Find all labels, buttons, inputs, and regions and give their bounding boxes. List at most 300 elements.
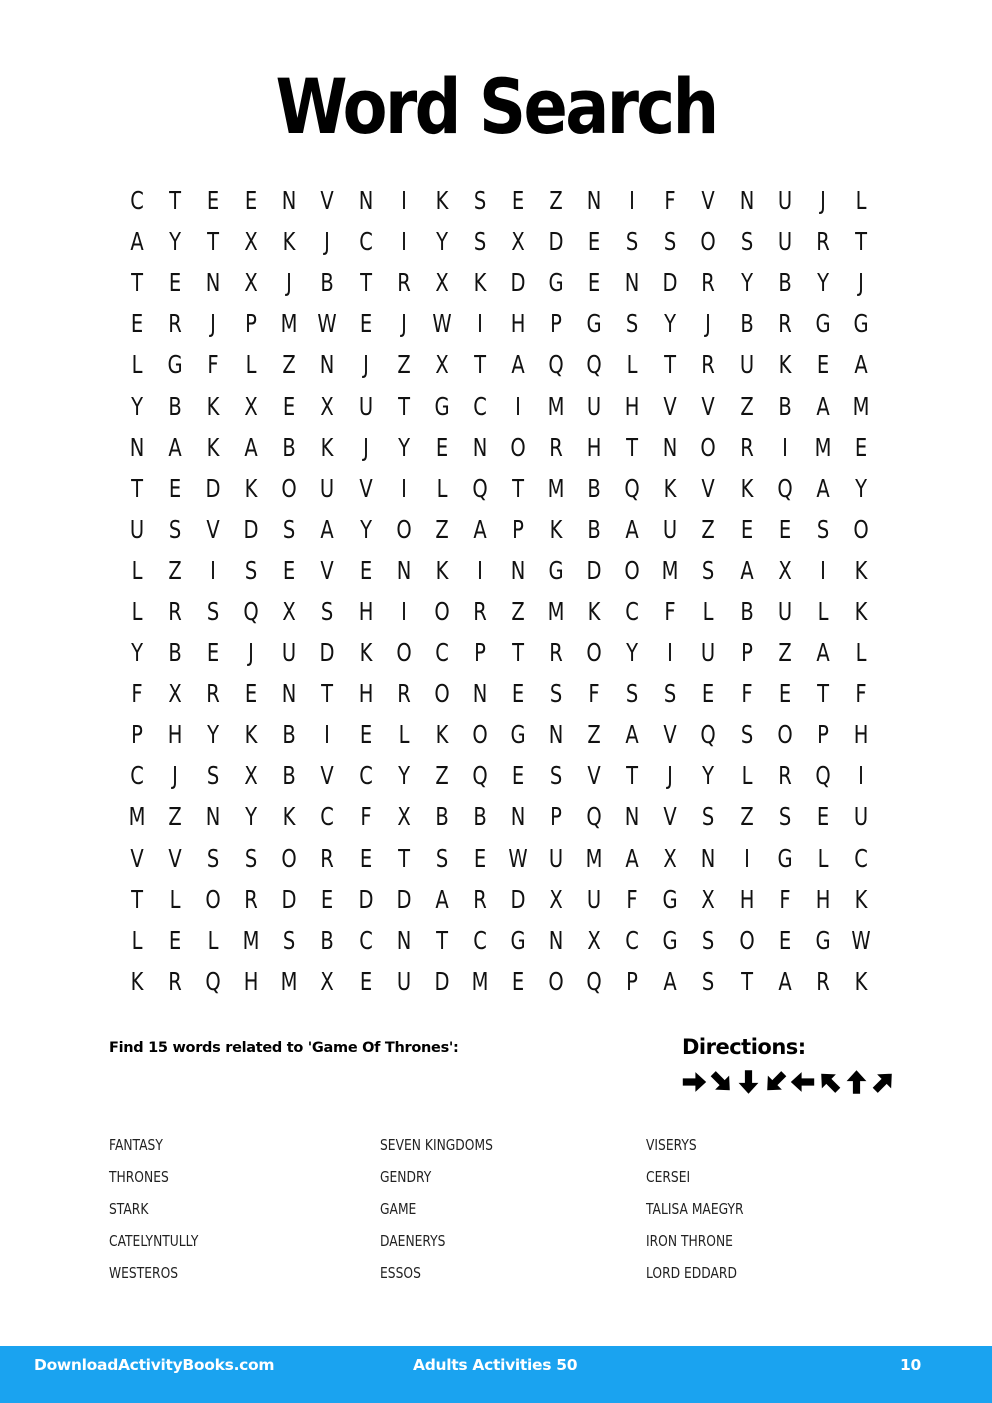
grid-letter: E (359, 555, 372, 585)
grid-letter: Z (587, 720, 601, 750)
footer-book-title: Adults Activities 50 (413, 1356, 578, 1374)
grid-letter: V (663, 720, 678, 750)
grid-letter: I (400, 227, 407, 257)
grid-letter: J (286, 268, 293, 298)
grid-letter: D (548, 227, 564, 257)
grid-letter: V (701, 186, 716, 216)
grid-letter: I (477, 309, 483, 339)
grid-letter: M (471, 966, 489, 996)
grid-letter: Y (169, 227, 182, 257)
grid-letter: M (547, 473, 565, 503)
grid-letter: C (434, 638, 449, 668)
grid-letter: X (701, 884, 716, 914)
grid-letter: S (740, 720, 753, 750)
grid-letter: X (320, 391, 335, 421)
grid-letter: N (586, 186, 602, 216)
grid-letter: T (664, 350, 677, 380)
grid-letter: S (702, 966, 715, 996)
grid-letter: K (740, 473, 753, 503)
grid-letter: R (168, 309, 182, 339)
grid-letter: A (777, 966, 792, 996)
arrow-up-left-icon (816, 1067, 843, 1097)
grid-letter: B (587, 473, 601, 503)
grid-letter: E (130, 309, 144, 339)
grid-letter: H (510, 309, 526, 339)
grid-letter: B (282, 761, 297, 791)
grid-letter: I (743, 843, 750, 873)
arrow-left-icon (789, 1067, 816, 1097)
grid-letter: E (168, 925, 182, 955)
grid-letter: A (130, 227, 144, 257)
grid-letter: G (510, 925, 526, 955)
grid-letter: H (815, 884, 831, 914)
grid-letter: L (131, 555, 143, 585)
grid-letter: R (701, 350, 716, 380)
grid-letter: C (130, 761, 144, 791)
arrow-down-right-icon (708, 1067, 735, 1097)
grid-letter: Y (131, 391, 144, 421)
grid-letter: S (283, 514, 296, 544)
grid-letter: R (777, 761, 792, 791)
grid-letter: R (320, 843, 335, 873)
grid-letter: V (587, 761, 601, 791)
grid-letter: H (739, 884, 754, 914)
grid-letter: N (320, 350, 335, 380)
grid-letter: U (701, 638, 716, 668)
grid-letter: L (398, 720, 410, 750)
grid-letter: N (472, 432, 488, 462)
grid-letter: G (777, 843, 793, 873)
grid-letter: S (626, 309, 639, 339)
grid-letter: S (283, 925, 296, 955)
grid-letter: L (131, 925, 143, 955)
grid-letter: U (777, 596, 792, 626)
grid-letter: E (778, 925, 791, 955)
grid-letter: E (321, 884, 334, 914)
grid-letter: Z (511, 596, 525, 626)
grid-letter: A (511, 350, 525, 380)
grid-letter: I (324, 720, 331, 750)
grid-letter: N (548, 925, 564, 955)
grid-letter: D (510, 884, 526, 914)
grid-letter: U (587, 884, 602, 914)
grid-letter: S (664, 679, 677, 709)
grid-letter: M (547, 391, 565, 421)
grid-letter: F (626, 884, 638, 914)
grid-letter: M (242, 925, 260, 955)
grid-letter: S (207, 843, 220, 873)
grid-letter: T (473, 350, 486, 380)
grid-letter: D (281, 884, 297, 914)
grid-letter: F (131, 679, 143, 709)
grid-letter: Q (548, 350, 564, 380)
grid-letter: Y (664, 309, 677, 339)
grid-letter: P (740, 638, 753, 668)
grid-letter: X (244, 391, 259, 421)
grid-letter: K (435, 720, 449, 750)
grid-letter: E (359, 720, 372, 750)
grid-letter: N (701, 843, 716, 873)
grid-letter: X (511, 227, 525, 257)
grid-letter: N (663, 432, 678, 462)
grid-letter: O (434, 596, 450, 626)
grid-letter: O (472, 720, 488, 750)
grid-letter: A (739, 555, 754, 585)
grid-letter: S (207, 596, 220, 626)
grid-letter: G (853, 309, 869, 339)
grid-letter: O (586, 638, 602, 668)
grid-letter: B (473, 802, 487, 832)
grid-letter: O (624, 555, 640, 585)
grid-letter: Q (700, 720, 717, 750)
grid-letter: R (168, 596, 182, 626)
grid-letter: U (320, 473, 335, 503)
grid-letter: Z (701, 514, 716, 544)
grid-letter: E (473, 843, 487, 873)
grid-letter: G (434, 391, 450, 421)
grid-letter: U (853, 802, 868, 832)
grid-letter: P (550, 802, 562, 832)
arrow-up-right-icon (870, 1067, 897, 1097)
grid-letter: U (739, 350, 754, 380)
grid-letter: B (587, 514, 601, 544)
grid-letter: L (626, 350, 638, 380)
grid-letter: Y (816, 268, 829, 298)
grid-letter: M (281, 309, 298, 339)
grid-letter: T (321, 679, 334, 709)
grid-letter: F (855, 679, 867, 709)
grid-letter: S (473, 227, 487, 257)
grid-letter: Z (282, 350, 297, 380)
grid-letter: Q (205, 966, 221, 996)
grid-letter: K (321, 432, 334, 462)
grid-letter: O (396, 638, 412, 668)
grid-letter: O (396, 514, 412, 544)
grid-letter: X (244, 268, 259, 298)
grid-letter: U (777, 186, 792, 216)
grid-letter: K (244, 473, 258, 503)
grid-letter: I (400, 596, 407, 626)
grid-letter: X (777, 555, 792, 585)
grid-letter: E (702, 679, 715, 709)
grid-letter: E (511, 966, 525, 996)
grid-letter: F (664, 596, 676, 626)
grid-letter: P (816, 720, 829, 750)
directions-arrows (681, 1067, 897, 1097)
grid-letter: A (168, 432, 182, 462)
grid-letter: S (778, 802, 791, 832)
grid-letter: J (667, 761, 674, 791)
grid-letter: Y (207, 720, 220, 750)
grid-letter: R (396, 679, 411, 709)
grid-letter: V (663, 802, 678, 832)
grid-letter: E (816, 802, 829, 832)
grid-letter: P (550, 309, 562, 339)
grid-letter: U (358, 391, 373, 421)
grid-letter: K (283, 227, 296, 257)
grid-letter: M (814, 432, 832, 462)
grid-letter: F (359, 802, 372, 832)
grid-letter: G (662, 925, 678, 955)
grid-letter: D (662, 268, 678, 298)
grid-letter: R (549, 432, 563, 462)
grid-letter: E (245, 186, 258, 216)
grid-letter: I (857, 761, 864, 791)
footer-site: DownloadActivityBooks.com (34, 1356, 275, 1374)
word-item: TALISA MAEGYR (646, 1200, 744, 1218)
grid-letter: N (282, 679, 297, 709)
grid-letter: E (740, 514, 753, 544)
grid-letter: O (281, 843, 298, 873)
grid-letter: K (587, 596, 601, 626)
grid-letter: E (245, 679, 258, 709)
footer-bar (0, 1346, 992, 1403)
grid-letter: S (549, 761, 563, 791)
grid-letter: K (854, 884, 868, 914)
grid-letter: L (855, 638, 867, 668)
grid-letter: U (282, 638, 297, 668)
grid-letter: E (588, 268, 601, 298)
grid-letter: V (320, 186, 335, 216)
grid-letter: T (854, 227, 867, 257)
grid-letter: N (624, 802, 640, 832)
grid-letter: A (244, 432, 258, 462)
grid-letter: C (473, 391, 487, 421)
grid-letter: O (548, 966, 564, 996)
grid-letter: D (358, 884, 374, 914)
grid-letter: P (474, 638, 486, 668)
grid-letter: L (436, 473, 448, 503)
grid-letter: S (702, 925, 715, 955)
grid-letter: Y (854, 473, 867, 503)
grid-letter: C (130, 186, 144, 216)
grid-letter: D (434, 966, 450, 996)
grid-letter: Z (777, 638, 792, 668)
grid-letter: C (625, 925, 640, 955)
footer-page-number: 10 (900, 1356, 921, 1374)
instructions-text: Find 15 words related to 'Game Of Thrones': (109, 1040, 459, 1056)
grid-letter: T (169, 186, 182, 216)
grid-letter: H (167, 720, 183, 750)
grid-letter: H (853, 720, 869, 750)
grid-letter: Y (397, 761, 410, 791)
grid-letter: E (168, 473, 182, 503)
grid-letter: Z (397, 350, 411, 380)
word-item: IRON THRONE (646, 1232, 733, 1250)
grid-letter: Q (472, 761, 488, 791)
grid-letter: M (281, 966, 298, 996)
grid-letter: L (741, 761, 752, 791)
grid-letter: J (172, 761, 179, 791)
grid-letter: T (131, 473, 144, 503)
grid-letter: E (854, 432, 867, 462)
grid-letter: X (397, 802, 411, 832)
grid-letter: W (432, 309, 452, 339)
grid-letter: L (207, 925, 219, 955)
grid-letter: N (282, 186, 297, 216)
grid-letter: L (131, 350, 143, 380)
grid-letter: Z (168, 555, 182, 585)
grid-letter: I (667, 638, 674, 668)
grid-letter: T (207, 227, 220, 257)
grid-letter: A (663, 966, 678, 996)
grid-letter: K (854, 596, 868, 626)
grid-letter: J (362, 432, 369, 462)
grid-letter: H (624, 391, 640, 421)
grid-letter: I (515, 391, 521, 421)
grid-letter: G (167, 350, 183, 380)
grid-letter: N (205, 802, 221, 832)
grid-letter: I (629, 186, 636, 216)
grid-letter: E (588, 227, 601, 257)
grid-letter: N (739, 186, 754, 216)
grid-letter: M (852, 391, 870, 421)
grid-letter: A (625, 514, 639, 544)
grid-letter: F (207, 350, 219, 380)
grid-letter: F (779, 884, 791, 914)
arrow-up-icon (843, 1067, 870, 1097)
grid-letter: P (626, 966, 639, 996)
grid-letter: V (358, 473, 373, 503)
grid-letter: A (854, 350, 868, 380)
grid-letter: Q (586, 350, 602, 380)
grid-letter: L (169, 884, 181, 914)
grid-letter: G (662, 884, 678, 914)
grid-letter: X (320, 966, 335, 996)
grid-letter: J (248, 638, 255, 668)
grid-letter: S (702, 555, 715, 585)
arrow-down-left-icon (762, 1067, 789, 1097)
grid-letter: G (815, 309, 831, 339)
grid-letter: T (512, 473, 524, 503)
grid-letter: N (396, 555, 411, 585)
grid-letter: U (663, 514, 678, 544)
grid-letter: D (319, 638, 336, 668)
grid-letter: R (396, 268, 411, 298)
grid-letter: T (131, 268, 144, 298)
word-item: WESTEROS (109, 1264, 179, 1282)
grid-letter: S (245, 555, 258, 585)
grid-letter: L (131, 596, 143, 626)
grid-letter: S (816, 514, 829, 544)
grid-letter: J (705, 309, 712, 339)
grid-letter: I (781, 432, 788, 462)
grid-letter: Z (435, 761, 449, 791)
grid-letter: N (396, 925, 411, 955)
grid-letter: X (244, 227, 259, 257)
grid-letter: B (739, 596, 754, 626)
grid-letter: X (435, 268, 449, 298)
grid-letter: C (473, 925, 487, 955)
grid-letter: T (512, 638, 524, 668)
grid-letter: A (816, 391, 830, 421)
grid-letter: H (243, 966, 259, 996)
grid-letter: B (435, 802, 449, 832)
grid-letter: Q (472, 473, 488, 503)
grid-letter: K (473, 268, 487, 298)
grid-letter: E (778, 514, 791, 544)
word-item: VISERYS (646, 1136, 697, 1154)
word-item: GENDRY (380, 1168, 432, 1186)
grid-letter: S (473, 186, 487, 216)
grid-letter: N (548, 720, 564, 750)
grid-letter: E (283, 555, 296, 585)
grid-letter: R (815, 227, 830, 257)
grid-letter: U (777, 227, 792, 257)
grid-letter: J (362, 350, 369, 380)
grid-letter: V (206, 514, 220, 544)
grid-letter: V (320, 555, 335, 585)
grid-letter: S (321, 596, 334, 626)
grid-letter: W (317, 309, 338, 339)
word-item: GAME (380, 1200, 417, 1218)
grid-letter: K (206, 432, 220, 462)
grid-letter: O (700, 227, 717, 257)
grid-letter: N (205, 268, 221, 298)
grid-letter: X (282, 596, 297, 626)
grid-letter: C (358, 761, 373, 791)
grid-letter: B (282, 720, 297, 750)
grid-letter: V (701, 473, 716, 503)
grid-letter: S (740, 227, 753, 257)
grid-letter: E (778, 679, 791, 709)
grid-letter: Y (245, 802, 258, 832)
grid-letter: K (435, 555, 449, 585)
grid-letter: S (626, 679, 639, 709)
grid-letter: M (585, 843, 603, 873)
grid-letter: I (400, 473, 407, 503)
grid-letter: A (435, 884, 449, 914)
grid-letter: Z (739, 391, 754, 421)
word-item: CERSEI (646, 1168, 691, 1186)
grid-letter: T (359, 268, 372, 298)
grid-letter: D (205, 473, 221, 503)
grid-letter: S (207, 761, 220, 791)
grid-letter: V (130, 843, 144, 873)
grid-letter: K (244, 720, 258, 750)
grid-letter: D (510, 268, 526, 298)
grid-letter: B (320, 925, 335, 955)
grid-letter: Z (549, 186, 563, 216)
grid-letter: J (210, 309, 217, 339)
grid-letter: W (851, 925, 871, 955)
grid-letter: B (168, 638, 182, 668)
grid-letter: B (320, 268, 335, 298)
word-item: THRONES (109, 1168, 169, 1186)
grid-letter: K (854, 966, 868, 996)
grid-letter: J (324, 227, 331, 257)
grid-letter: I (819, 555, 826, 585)
grid-letter: D (396, 884, 412, 914)
grid-letter: X (244, 761, 259, 791)
grid-letter: P (245, 309, 258, 339)
grid-letter: Q (815, 761, 831, 791)
word-item: STARK (109, 1200, 149, 1218)
grid-letter: S (702, 802, 715, 832)
grid-letter: N (510, 802, 526, 832)
grid-letter: R (168, 966, 182, 996)
grid-letter: Y (131, 638, 144, 668)
grid-letter: T (626, 761, 639, 791)
grid-letter: R (739, 432, 754, 462)
grid-letter: K (130, 966, 144, 996)
grid-letter: I (477, 555, 483, 585)
grid-letter: K (359, 638, 373, 668)
grid-letter: O (700, 432, 717, 462)
grid-letter: R (701, 268, 716, 298)
grid-letter: G (510, 720, 526, 750)
grid-letter: E (435, 432, 448, 462)
